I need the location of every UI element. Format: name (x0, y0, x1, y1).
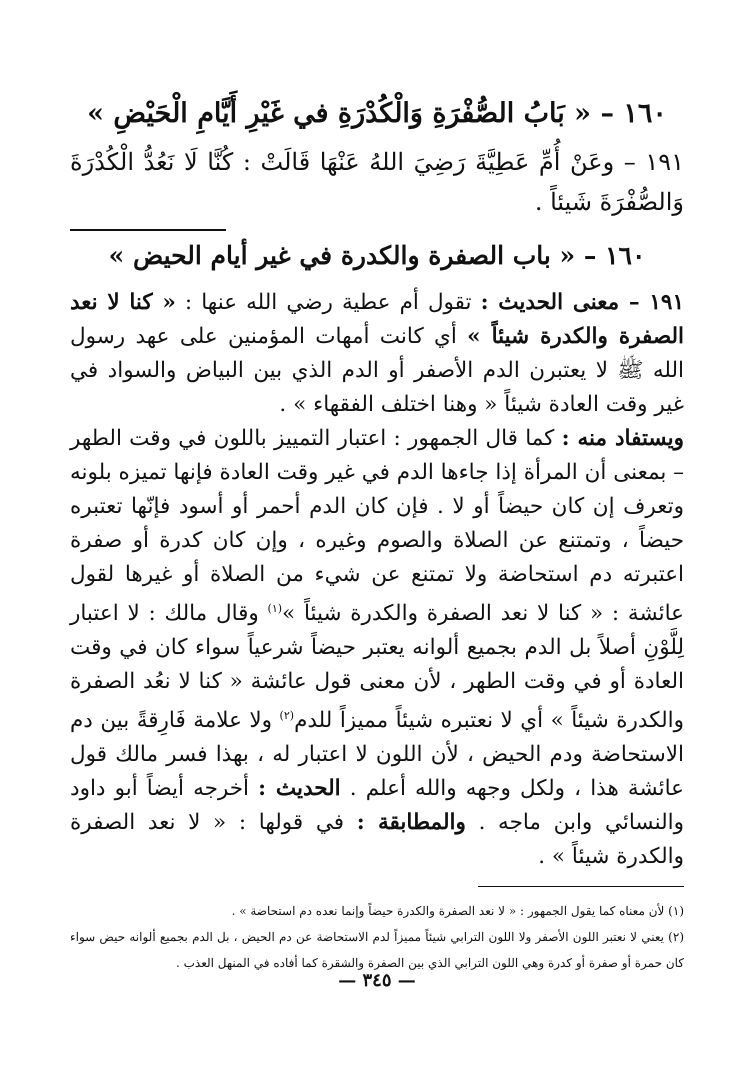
benefit-text-2: وقال مالك : لا اعتبار لِلَّوْنِ أصلاً بل الدم بجميع ألوانه يعتبر حيضاً شرعياً سواء كان في وقت العادة أو في وقت الطهر ، لأن معنى قول عائشة « كنا لا نعُد الصفرة والكدرة شيئاً » أي لا نعتبره شيئاً مميزاً للدم (70, 601, 684, 734)
footnote-2: (٢) يعني لا نعتبر اللون الأصفر ولا اللون الترابي شيئاً مميزاً لدم الاستحاضة عن دم الحيض ، بل الدم بجميع ألوانه حيض سواء كان حمرة أو صفرة أو كدرة وهي اللون الترابي الذي بين الصفرة والشقرة كما أفاده في المنهل العذب . (70, 930, 684, 970)
footnote-divider (478, 886, 684, 887)
hadith-source-label: الحديث : (258, 776, 341, 802)
benefit-text-1: كما قال الجمهور : اعتبار التمييز باللون في وقت الطهر – بمعنى أن المرأة إذا جاءها الدم في غير وقت العادة فإنها تميزه بلونه وتعرف إن كان حيضاً أو لا . فإن كان الدم أحمر أو أسود فإنّها تعتبره حيضاً ، وتمتنع عن الصلاة والصوم وغيره ، وإن كان كدرة أو صفرة اعتبرته دم استحاضة ولا تمتنع عن شيء من الصلاة أو غيرها لقول عائشة : « كنا لا نعد الصفرة والكدرة شيئاً » (70, 426, 684, 627)
meaning-text-1: تقول أم عطية رضي الله عنها : (184, 290, 472, 315)
hadith-underline (70, 229, 226, 231)
match-label: والمطابقة : (356, 810, 466, 836)
meaning-text-2: أي كانت أمهات المؤمنين على عهد رسول الله ﷺ لا يعتبرن الدم الأصفر أو الدم الذي بين البياض والسواد في غير وقت العادة شيئاً « وهنا اختلف الفقهاء » . (70, 324, 684, 417)
chapter-heading: ١٦٠ – « بَابُ الصُّفْرَةِ وَالْكُدْرَةِ في غَيْرِ أَيَّامِ الْحَيْضِ » (87, 98, 667, 129)
meaning-quote: « كنا لا نعد الصفرة والكدرة شيئاً » (70, 290, 684, 349)
commentary-heading: ١٦٠ – « باب الصفرة والكدرة في غير أيام الحيض » (108, 241, 646, 270)
meaning-label: ١٩١ – معنى الحديث : (480, 290, 684, 315)
footnote-1: (١) لأن معناه كما يقول الجمهور : « لا نعد الصفرة والكدرة حيضاً وإنما نعده دم استحاضة » . (231, 904, 684, 918)
hadith-text: ١٩١ – وعَنْ أُمِّ عَطِيَّةَ رَضِيَ اللهُ عَنْهَا قَالَتْ : كُنَّا لَا نَعُدُّ الْكُدْرَةَ وَالصُّفْرَةَ شَيئاً . (70, 148, 684, 216)
benefit-text-4: أخرجه أيضاً أبو داود والنسائي وابن ماجه . (70, 776, 684, 836)
benefit-paragraph (70, 422, 684, 874)
page-number: — ٣٤٥ — (338, 970, 416, 991)
benefit-label: ويستفاد منه : (561, 426, 684, 451)
benefit-text-5: في قولها : « لا نعد الصفرة والكدرة شيئاً » . (70, 810, 684, 870)
meaning-paragraph (70, 286, 684, 422)
footnote-marker-1: (١) (267, 602, 283, 615)
footnote-marker-2: (٢) (279, 709, 295, 723)
footnotes (70, 898, 684, 976)
benefit-text-3: ولا علامة فَارِقةً بين دم الاستحاضة ودم الحيض ، لأن اللون لا اعتبار له ، بهذا فسر مالك قول عائشة هذا ، ولكل وجهه والله أعلم . (70, 708, 684, 802)
commentary-body (70, 286, 684, 874)
